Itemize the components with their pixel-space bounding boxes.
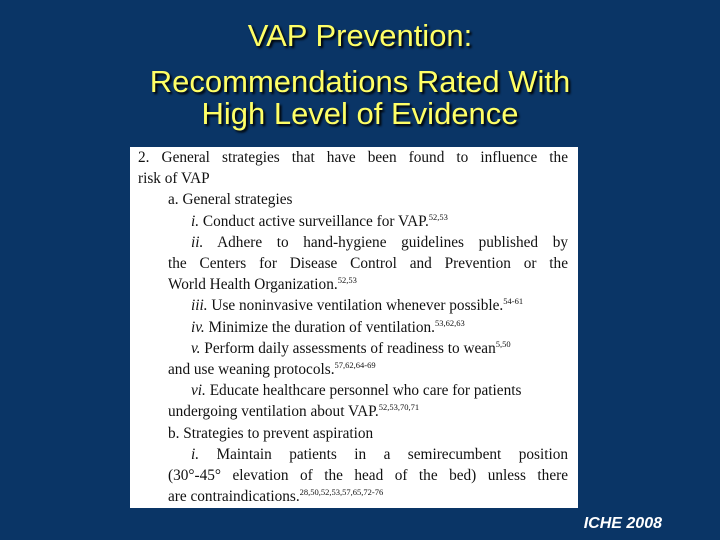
slide-title-line-2: Recommendations Rated With: [149, 64, 571, 99]
reference-superscript: 52,53: [337, 275, 357, 286]
item-text: Adhere to hand-hygiene guidelines published by: [203, 233, 568, 251]
slide-footer: ICHE 2008: [583, 515, 662, 532]
excerpt-line: (30°-45° elevation of the head of the bed) unless there: [168, 467, 568, 485]
item-text: and use weaning protocols.: [168, 361, 335, 379]
excerpt-line: [138, 232, 568, 253]
slide-title-line-3: High Level of Evidence: [201, 96, 519, 131]
reference-superscript: 28,50,52,53,57,65,72-76: [299, 487, 384, 498]
item-text: Perform daily assessments of readiness to wean: [200, 339, 496, 357]
excerpt-line: the Centers for Disease Control and Prevention or the: [168, 255, 568, 273]
excerpt-line: [138, 444, 568, 465]
excerpt-line: [138, 317, 568, 338]
item-numeral: i.: [191, 445, 200, 463]
excerpt-line: [138, 211, 568, 232]
item-text: Educate healthcare personnel who care for patients: [205, 382, 522, 400]
item-text: Conduct active surveillance for VAP.: [199, 212, 429, 230]
item-numeral: ii.: [191, 233, 204, 251]
item-numeral: v.: [191, 339, 201, 357]
excerpt-line: [138, 486, 568, 507]
item-text: are contraindications.: [168, 488, 300, 506]
excerpt-line: [138, 401, 568, 422]
reference-superscript: 52,53: [428, 211, 448, 222]
item-text: Maintain patients in a semirecumbent position: [199, 445, 568, 463]
excerpt-line: 2. General strategies that have been found to influence the: [138, 149, 568, 166]
reference-superscript: 5,50: [495, 338, 511, 349]
guideline-excerpt-image: [130, 147, 578, 508]
excerpt-line: [138, 338, 568, 359]
item-numeral: vi.: [191, 382, 206, 400]
excerpt-line: risk of VAP: [138, 170, 210, 188]
reference-superscript: 54-61: [503, 296, 524, 307]
excerpt-line: [138, 359, 568, 380]
item-numeral: iv.: [191, 318, 205, 336]
item-text: undergoing ventilation about VAP.: [168, 403, 379, 421]
excerpt-line: b. Strategies to prevent aspiration: [168, 424, 374, 442]
excerpt-line: [138, 274, 568, 295]
item-numeral: i.: [191, 212, 200, 230]
item-text: Use noninvasive ventilation whenever possible.: [207, 297, 504, 315]
item-numeral: iii.: [191, 297, 208, 315]
slide-title-line-1: VAP Prevention:: [247, 18, 473, 53]
item-text: Minimize the duration of ventilation.: [204, 318, 435, 336]
item-text: World Health Organization.: [168, 276, 338, 294]
reference-superscript: 52,53,70,71: [378, 402, 420, 413]
excerpt-line: a. General strategies: [168, 191, 293, 209]
reference-superscript: 53,62,63: [435, 317, 465, 328]
excerpt-line: [138, 295, 568, 316]
reference-superscript: 57,62,64-69: [334, 360, 376, 371]
excerpt-line: [138, 380, 568, 401]
